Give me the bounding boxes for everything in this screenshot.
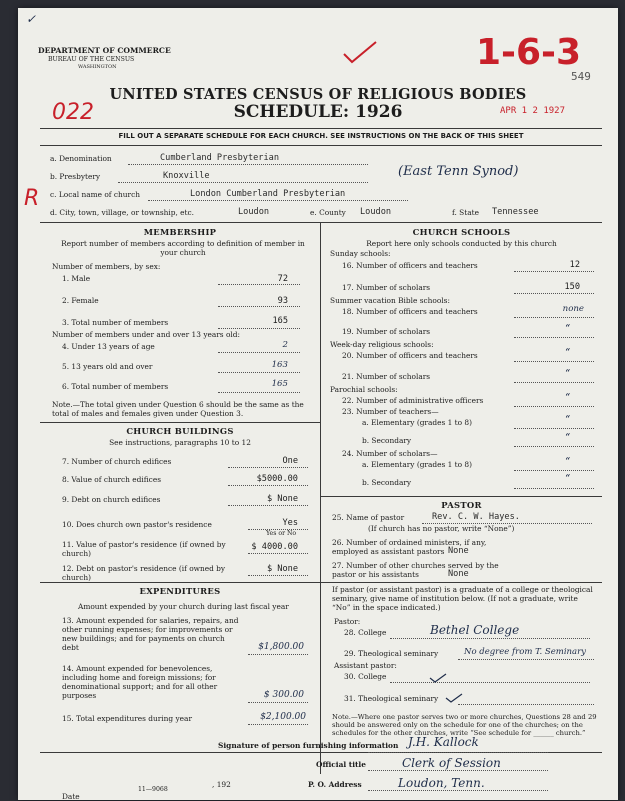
q15-value: $2,100.00 [260, 712, 306, 722]
sunday-schools-label: Sunday schools: [330, 249, 391, 258]
weekday-schools-label: Week-day religious schools: [330, 340, 434, 349]
q19-value: “ [564, 324, 570, 334]
underline [228, 505, 308, 506]
membership-heading: MEMBERSHIP [143, 227, 217, 237]
divider [40, 422, 320, 423]
underline [368, 770, 548, 771]
q10-value: Yes [282, 518, 298, 528]
corner-check-mark: ✓ [26, 12, 37, 26]
county-label: e. County [310, 208, 346, 217]
q6-value: 165 [271, 379, 288, 389]
underline [514, 361, 594, 362]
city-label: d. City, town, village, or township, etc. [50, 208, 195, 217]
q24b-label: b. Secondary [362, 478, 412, 487]
bureau-line: BUREAU OF THE CENSUS [48, 56, 135, 63]
underline [514, 406, 594, 407]
red-letter-mark: R [24, 186, 40, 211]
q23-label: 23. Number of teachers— [342, 407, 439, 416]
q24a-label: a. Elementary (grades 1 to 8) [362, 460, 473, 469]
underline [514, 428, 594, 429]
local-church-name-value: London Cumberland Presbyterian [190, 189, 346, 199]
underline [514, 488, 594, 489]
q15-label: 15. Total expenditures during year [62, 714, 192, 723]
q21-label: 21. Number of scholars [342, 372, 431, 381]
signature-value: J.H. Kallock [408, 735, 479, 749]
underline [390, 638, 590, 639]
q26-label: 26. Number of ordained ministers, if any, employed as assistant pastors [332, 538, 487, 556]
q2-label: 2. Female [62, 296, 99, 305]
q23a-value: “ [564, 415, 570, 425]
expenditures-intro: Amount expended by your church during last fiscal year [78, 602, 289, 611]
form-title: UNITED STATES CENSUS OF RELIGIOUS BODIES [109, 86, 527, 103]
census-schedule-sheet [18, 8, 618, 800]
q17-value: 150 [564, 282, 580, 292]
underline [248, 724, 308, 725]
denomination-value: Cumberland Presbyterian [160, 153, 279, 163]
q23a-label: a. Elementary (grades 1 to 8) [362, 418, 473, 427]
divider [321, 496, 602, 497]
underline [458, 659, 594, 660]
po-address-value: Loudon, Tenn. [398, 776, 485, 790]
summer-schools-label: Summer vacation Bible schools: [330, 296, 450, 305]
schedule-title: SCHEDULE: 1926 [233, 102, 403, 122]
q2-value: 93 [277, 296, 288, 306]
department-line: DEPARTMENT OF COMMERCE [38, 46, 171, 55]
divider [40, 145, 602, 146]
pastor-heading: PASTOR [441, 500, 482, 510]
q18-value: none [562, 304, 584, 314]
underline [228, 485, 308, 486]
q10-label: 10. Does church own pastor's residence [62, 520, 212, 529]
underline [514, 382, 594, 383]
q29-value: No degree from T. Seminary [464, 647, 586, 657]
official-title-label: Official title [316, 760, 366, 769]
by-sex-label: Number of members, by sex: [52, 262, 161, 271]
q1-label: 1. Male [62, 274, 91, 283]
buildings-heading: CHURCH BUILDINGS [126, 426, 234, 436]
form-code: 11—9068 [138, 786, 168, 793]
q20-label: 20. Number of officers and teachers [342, 351, 478, 360]
q21-value: “ [564, 369, 570, 379]
q25-hint: (If church has no pastor, write “None”) [368, 524, 515, 533]
q28-label: 28. College [344, 628, 387, 637]
underline [248, 654, 308, 655]
date-label: Date [62, 792, 80, 801]
underline [228, 467, 308, 468]
divider [40, 222, 602, 223]
state-value: Tennessee [492, 207, 539, 217]
q6-label: 6. Total number of members [62, 382, 169, 391]
q11-value: $ 4000.00 [251, 542, 298, 552]
underline [118, 182, 368, 183]
q10-hint: Yes or No [266, 530, 297, 537]
q30-checkmark-icon [428, 672, 448, 684]
q25-value: Rev. C. W. Hayes. [432, 512, 520, 522]
underline [218, 352, 300, 353]
q8-value: $5000.00 [256, 474, 298, 484]
q22-label: 22. Number of administrative officers [342, 396, 484, 405]
divider [321, 582, 602, 583]
underline [218, 284, 300, 285]
q27-value: None [448, 569, 469, 579]
schools-heading: CHURCH SCHOOLS [412, 227, 511, 237]
red-record-number: 022 [52, 100, 94, 125]
q8-label: 8. Value of church edifices [62, 475, 161, 484]
red-check-icon [340, 38, 380, 66]
underline [248, 702, 308, 703]
presbytery-label: b. Presbytery [50, 172, 101, 181]
divider [40, 128, 602, 129]
q14-label: 14. Amount expended for benevolences, including home and foreign missions; for denominational support; and for all other purposes [62, 664, 218, 700]
q24-label: 24. Number of scholars— [342, 449, 438, 458]
presbytery-value: Knoxville [163, 171, 210, 181]
received-date-stamp: APR 1 2 1927 [500, 106, 566, 116]
underline [148, 200, 408, 201]
q19-label: 19. Number of scholars [342, 327, 431, 336]
q30-label: 30. College [344, 672, 387, 681]
underline [248, 575, 308, 576]
parochial-schools-label: Parochial schools: [330, 385, 398, 394]
q18-label: 18. Number of officers and teachers [342, 307, 478, 316]
underline [218, 306, 300, 307]
synod-handwritten-note: (East Tenn Synod) [398, 164, 519, 179]
denomination-label: a. Denomination [50, 154, 112, 163]
underline [390, 682, 590, 683]
assistant-sub-label: Assistant pastor: [334, 661, 397, 670]
underline [218, 392, 300, 393]
buildings-sub: See instructions, paragraphs 10 to 12 [109, 438, 251, 447]
underline [514, 337, 594, 338]
q23b-value: “ [564, 433, 570, 443]
underline [514, 293, 594, 294]
q11-label: 11. Value of pastor's residence (if owned by church) [62, 540, 226, 558]
q9-value: $ None [266, 494, 298, 504]
q23b-label: b. Secondary [362, 436, 412, 445]
schools-intro: Report here only schools conducted by this church [366, 239, 557, 248]
underline [458, 704, 594, 705]
year-label: , 192 [212, 780, 231, 789]
q31-checkmark-icon [444, 692, 464, 704]
underline [218, 328, 300, 329]
membership-intro: Report number of members according to definition of member in your church [61, 239, 305, 257]
po-address-label: P. O. Address [308, 780, 362, 789]
pastor-sub-label: Pastor: [334, 617, 361, 626]
q14-value: $ 300.00 [263, 690, 304, 700]
underline [514, 317, 594, 318]
q27-label: 27. Number of other churches served by the pastor or his assistants [332, 561, 499, 579]
q20-value: “ [564, 348, 570, 358]
underline [514, 470, 594, 471]
local-church-name-label: c. Local name of church [50, 190, 140, 199]
q13-label: 13. Amount expended for salaries, repairs, and other running expenses; for improvements or new buildings; and for payments on church debt [62, 616, 239, 652]
q3-label: 3. Total number of members [62, 318, 169, 327]
membership-note: Note.—The total given under Question 6 should be the same as the total of males and females given under Question 3. [52, 400, 304, 418]
q12-value: $ None [266, 564, 298, 574]
underline [218, 372, 300, 373]
q13-value: $1,800.00 [258, 642, 304, 652]
q4-value: 2 [282, 340, 288, 350]
underline [514, 271, 594, 272]
washington-line: WASHINGTON [78, 64, 117, 70]
q7-label: 7. Number of church edifices [62, 457, 172, 466]
q5-label: 5. 13 years old and over [62, 362, 153, 371]
q4-label: 4. Under 13 years of age [62, 342, 155, 351]
age-intro: Number of members under and over 13 years old: [52, 330, 240, 339]
county-value: Loudon [360, 207, 392, 217]
q28-value: Bethel College [430, 623, 520, 637]
underline [514, 446, 594, 447]
q16-value: 12 [569, 260, 580, 270]
underline [248, 553, 308, 554]
q31-label: 31. Theological seminary [344, 694, 439, 703]
underline [368, 752, 548, 753]
q3-value: 165 [272, 316, 288, 326]
stamp-number: 549 [571, 70, 591, 83]
q24a-value: “ [564, 457, 570, 467]
instruction-line: FILL OUT A SEPARATE SCHEDULE FOR EACH CHURCH. SEE INSTRUCTIONS ON THE BACK OF THIS SHEET [118, 132, 524, 140]
q29-label: 29. Theological seminary [344, 649, 439, 658]
expenditures-heading: EXPENDITURES [139, 586, 221, 596]
q5-value: 163 [271, 360, 288, 370]
red-file-number: 1-6-3 [476, 32, 582, 73]
underline [128, 164, 368, 165]
city-value: Loudon [238, 207, 270, 217]
q12-label: 12. Debt on pastor's residence (if owned by church) [62, 564, 226, 582]
state-label: f. State [452, 208, 479, 217]
underline [368, 790, 548, 791]
graduate-note: If pastor (or assistant pastor) is a graduate of a college or theological seminary, give name of institution below. (If not a graduate, write “No” in the space indicated.) [332, 585, 593, 612]
q17-label: 17. Number of scholars [342, 283, 431, 292]
signature-label: Signature of person furnishing information [218, 741, 399, 750]
q22-value: “ [564, 393, 570, 403]
q9-label: 9. Debt on church edifices [62, 495, 161, 504]
q16-label: 16. Number of officers and teachers [342, 261, 478, 270]
q7-value: One [282, 456, 298, 466]
pastor-note: Note.—Where one pastor serves two or more churches, Questions 28 and 29 should be answered only on the schedule for one of the churches; on the schedules for the other churches, write “See schedule for ______ church.” [332, 713, 597, 737]
column-divider [320, 222, 321, 774]
q26-value: None [448, 546, 469, 556]
q25-label: 25. Name of pastor [332, 513, 405, 522]
q1-value: 72 [277, 274, 288, 284]
q24b-value: “ [564, 474, 570, 484]
official-title-value: Clerk of Session [402, 756, 501, 770]
divider [40, 582, 320, 583]
